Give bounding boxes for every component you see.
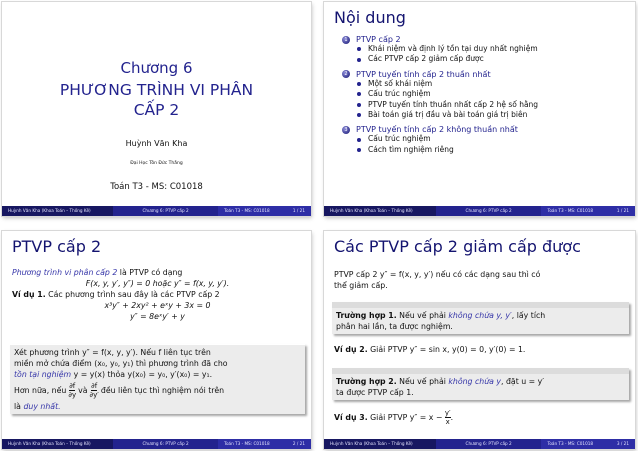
partial-fraction [90,382,99,399]
slide-heading: Nội dung [334,8,406,27]
example-label: Ví dụ 2. [334,345,368,354]
fraction-denominator: x [445,418,450,426]
slide-footer [324,206,635,216]
footer-course: Toán T3 - MS: C01018 [547,208,594,213]
bullet-icon [357,103,361,107]
footer-chapter: Chương 6: PTVP cấp 2 [436,206,542,216]
toc-item[interactable] [357,44,622,54]
slide-footer [2,206,311,216]
fraction-numerator: y′ [444,409,451,417]
footer-course: Toán T3 - MS: C01018 [547,441,594,446]
footer-author: Huỳnh Văn Kha (Khoa Toán – Thống Kê) [2,206,113,216]
theorem-line: đều liên tục thì nghiệm nói trên [100,385,225,395]
toc-item-label: Các PTVP cấp 2 giảm cấp được [368,54,484,64]
bullet-icon [357,82,361,86]
toc-item[interactable] [357,79,622,89]
toc-item[interactable] [357,110,622,120]
fraction-denominator: ∂y [68,391,77,399]
toc-section-label: PTVP tuyến tính cấp 2 thuần nhất [356,69,491,79]
case-label: Trường hợp 2. [336,377,397,386]
author-name: Huỳnh Văn Kha [125,139,188,148]
toc-section[interactable] [342,35,622,44]
footer-course: Toán T3 - MS: C01018 [224,441,270,446]
footer-course: Toán T3 - MS: C01018 [224,208,270,213]
definition-formula: F(x, y, y′, y″) = 0 hoặc y″ = f(x, y, y′). [85,279,230,288]
bullet-icon [357,148,361,152]
university-name: Đại Học Tôn Đức Thắng [130,161,183,166]
slide-heading: Các PTVP cấp 2 giảm cấp được [334,237,581,256]
fraction-numerator: ∂f [91,382,98,390]
example2 [334,344,627,355]
case-text: phân hai lần, ta được nghiệm. [336,322,453,331]
chapter-label: Chương 6 [120,59,193,77]
theorem-box [10,344,305,414]
table-of-contents [342,32,622,155]
toc-item[interactable] [357,145,622,155]
example-label: Ví dụ 3. [334,413,368,422]
bullet-icon [357,138,361,142]
example-text: Giải PTVP y″ = x − [367,413,445,422]
toc-item-label: Bài toán giá trị đầu và bài toán giá trị biên [368,110,528,120]
bullet-icon [357,58,361,62]
chapter-title [2,80,311,120]
toc-item[interactable] [357,89,622,99]
existence-term: tồn tại nghiệm [14,370,72,379]
footer-chapter: Chương 6: PTVP cấp 2 [113,439,218,449]
footer-page: 2 / 21 [292,441,305,446]
theorem-line: và [78,385,88,395]
section-number-icon: 1 [342,36,350,44]
example-equation: x³y″ + 2xy² + eˣy + 3x = 0 [104,301,211,310]
case-condition: không chứa y, y′ [448,311,512,320]
case-text: ta được PTVP cấp 1. [336,388,414,397]
slide-heading: PTVP cấp 2 [12,237,102,256]
footer-author: Huỳnh Văn Kha (Khoa Toán – Thống Kê) [324,439,436,449]
case1-box [332,302,629,334]
toc-item-label: Cấu trúc nghiệm [368,134,431,144]
example-text: Giải PTVP y″ = sin x, y(0) = 0, y′(0) = 1. [367,345,526,354]
theorem-line: miền mở chứa điểm (x₀, y₀, y₁) thì phương trình đã cho [14,359,228,368]
case-condition: không chứa y [448,377,502,386]
toc-section-label: PTVP cấp 2 [356,35,401,44]
footer-page: 1 / 21 [616,208,629,213]
case-text: , lấy tích [511,311,546,320]
toc-item[interactable] [357,134,622,144]
toc-item-label: Cách tìm nghiệm riêng [368,144,454,154]
slide-reducible [324,231,635,449]
bullet-icon [357,47,361,51]
case-text: Nếu vế phải [396,311,449,320]
slide-title [2,2,311,216]
theorem-line: y = y(x) thỏa y(x₀) = y₀, y′(x₀) = y₁. [71,370,213,379]
case-label: Trường hợp 1. [336,311,397,320]
toc-item-label: Một số khái niệm [368,78,433,88]
footer-author: Huỳnh Văn Kha (Khoa Toán – Thống Kê) [324,206,436,216]
toc-item[interactable] [357,100,622,110]
chapter-title-line1: PHƯƠNG TRÌNH VI PHÂN [59,81,254,99]
toc-section[interactable] [342,125,622,134]
intro-line: PTVP cấp 2 y″ = f(x, y, y′) nếu có các dạng sau thì có [334,270,541,279]
case-text: Nếu vế phải [396,377,449,386]
intro-line: thể giảm cấp. [334,281,388,290]
course-code: Toán T3 - MS: C01018 [110,182,203,192]
toc-section[interactable] [342,70,622,79]
slide-footer [324,439,635,449]
slide-footer [2,439,311,449]
theorem-line: là [14,402,24,411]
uniqueness-term: duy nhất. [23,402,61,411]
toc-item-label: Khái niệm và định lý tồn tại duy nhất nghiệm [368,44,538,53]
intro-text [334,269,627,291]
example-text: Các phương trình sau đây là các PTVP cấp 2 [45,290,220,299]
definition-text [12,267,303,322]
example-label: Ví dụ 1. [12,290,46,299]
footer-page: 1 / 21 [292,208,305,213]
section-number-icon: 3 [342,126,350,134]
example3 [334,409,627,426]
fraction-denominator: ∂y′ [89,391,99,399]
toc-item[interactable] [357,54,622,64]
chapter-title-line2: CẤP 2 [133,101,180,119]
section-number-icon: 2 [342,70,350,78]
fraction-numerator: ∂f [69,382,76,390]
toc-item-label: PTVP tuyến tính thuần nhất cấp 2 hệ số hằng [368,99,539,109]
footer-author: Huỳnh Văn Kha (Khoa Toán – Thống Kê) [2,439,113,449]
toc-item-label: Cấu trúc nghiệm [368,89,431,99]
bullet-icon [357,113,361,117]
footer-chapter: Chương 6: PTVP cấp 2 [113,206,218,216]
theorem-line: Hơn nữa, nếu [14,385,67,395]
definition-term: Phương trình vi phân cấp 2 [12,268,118,277]
case2-box [332,368,629,400]
partial-fraction [68,382,76,399]
slide-definition [2,231,311,449]
bullet-icon [357,92,361,96]
footer-chapter: Chương 6: PTVP cấp 2 [436,439,542,449]
period: . [450,413,454,422]
slide-contents [324,2,635,216]
example-equation: y″ = 8eˣy′ + y [130,312,185,321]
footer-page: 3 / 21 [616,441,629,446]
toc-section-label: PTVP tuyến tính cấp 2 không thuần nhất [356,125,518,135]
case-text: , đặt u = y′ [501,377,545,386]
theorem-line: Xét phương trình y″ = f(x, y, y′). Nếu f liên tục trên [14,348,211,357]
definition-rest: là PTVP có dạng [117,268,183,277]
